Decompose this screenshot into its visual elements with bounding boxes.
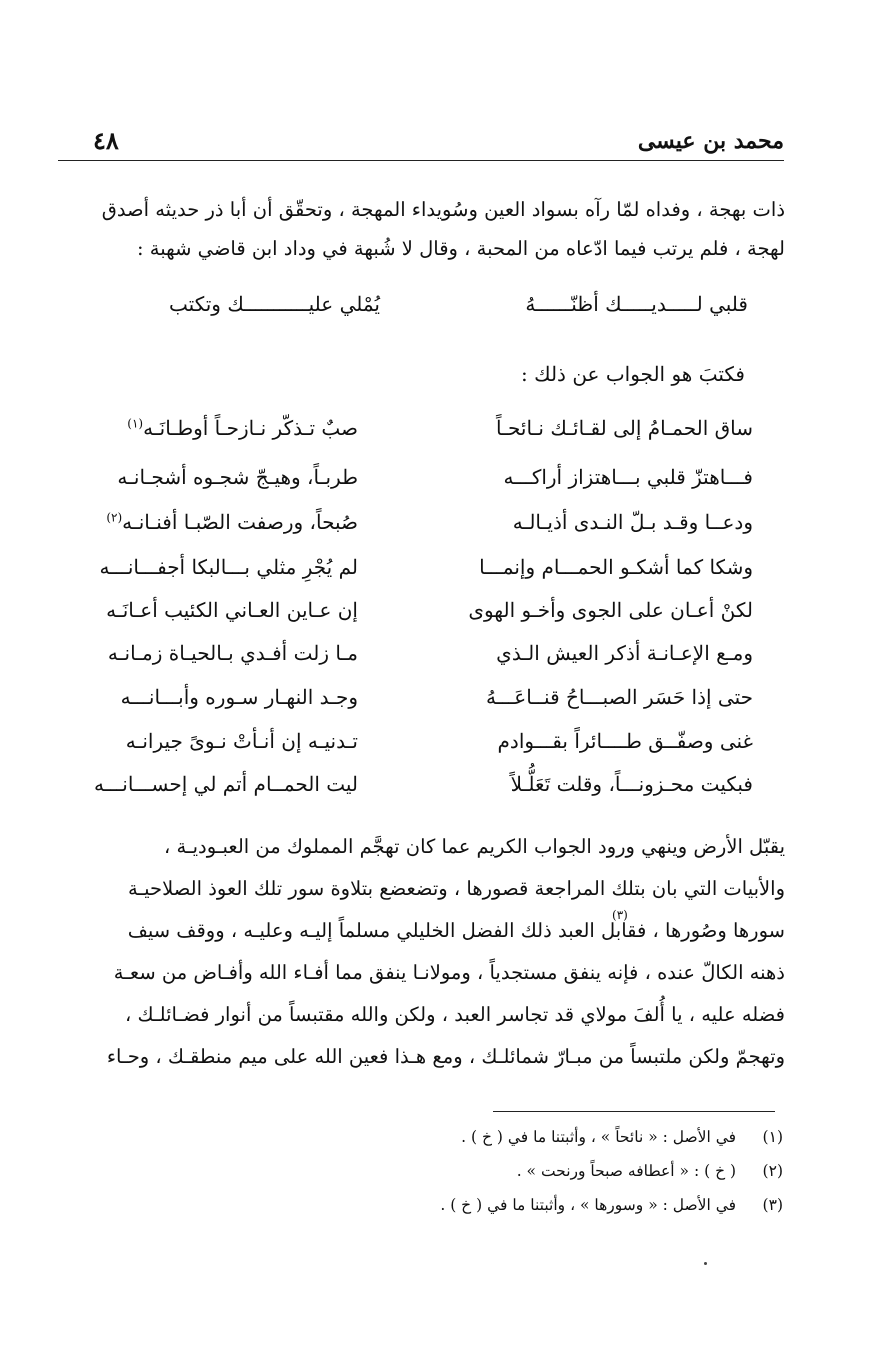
verse-first-hemistich: غنى وصفّــق طــــائراً بقـــوادم	[497, 729, 753, 753]
verse-first-hemistich: قلبي لـــــديـــــك أظنّــــــهُ	[525, 292, 748, 316]
page-header	[58, 120, 784, 161]
verse-first-hemistich: ودعــا وقـد بـلّ النـدى أذيـالـه	[512, 510, 753, 534]
verse-second-hemistich: تـدنيـه إن أنـأتْ نـوىً جيرانـه	[125, 729, 358, 753]
verse-first-hemistich: ساق الحمـامُ إلى لقـائـك نـائحـاً	[496, 416, 753, 440]
poem-verse	[93, 729, 753, 769]
verse-first-hemistich: فـــاهتزّ قلبي بـــاهتزاز أراكـــه	[503, 465, 753, 489]
verse-text: صبٌ تـذكّر نـازحـاً أوطـانَـه	[143, 416, 358, 440]
verse-second-hemistich: إن عـاين العـاني الكئيب أعـانَـه	[106, 598, 358, 622]
footnote-marker: (٢)	[106, 510, 123, 525]
text-line: ذات بهجة ، وفداه لمّا رآه بسواد العين وسُويداء المهجة ، وتحقّق أن أبا ذر حديثه أصدق	[101, 198, 785, 221]
running-head: محمد بن عيسى	[637, 128, 784, 154]
verse-second-hemistich	[106, 510, 358, 534]
text-line: يقبّل الأرض وينهي ورود الجواب الكريم عما كان تهجَّم المملوك من العبـوديـة ،	[163, 835, 785, 858]
footnote-text: في الأصل : « نائحاً » ، وأثبتنا ما في ( خ ) .	[461, 1128, 737, 1146]
intro-paragraph	[85, 190, 785, 268]
text-line: فضله عليه ، يا أُلفَ مولاي قد تجاسر العبد ، ولكن والله مقتبساً من أنوار فضـائلـك ،	[125, 1003, 785, 1026]
poem-verse	[93, 510, 753, 550]
footnote-text: ( خ ) : « أعطافه صبحاً ورنحت » .	[516, 1162, 737, 1180]
text-line: ذهنه الكالّ عنده ، فإنه ينفق مستجدياً ، ومولانـا ينفق مما أفـاء الله وأفـاض من سعـة	[113, 961, 785, 984]
verse-first-hemistich: لكنْ أعـان على الجوى وأخـو الهوى	[468, 598, 753, 622]
verse-second-hemistich: مـا زلت أفـدي بـالحيـاة زمـانـه	[107, 641, 358, 665]
footnote	[440, 1196, 783, 1224]
verse-first-hemistich: وشكا كما أشكـو الحمـــام وإنمـــا	[479, 555, 753, 579]
speck-mark	[704, 1262, 707, 1265]
poem-verse	[93, 772, 753, 812]
footnote-text: في الأصل : « وسورها » ، وأثبتنا ما في ( خ ) .	[440, 1196, 737, 1214]
verse-second-hemistich: طربـاً، وهيـجّ شجـوه أشجـانـه	[117, 465, 358, 489]
footnote-number: (٣)	[762, 1196, 783, 1214]
reply-intro: فكتبَ هو الجواب عن ذلك :	[521, 362, 745, 386]
verse-second-hemistich	[127, 416, 358, 440]
verse-second-hemistich: لم يُجْرِ مثلي بـــالبكا أجفـــانـــه	[99, 555, 358, 579]
body-paragraph	[90, 826, 785, 1078]
text-line: لهجة ، فلم يرتب فيما ادّعاه من المحبة ، وقال لا شُبهة في وداد ابن قاضي شهبة :	[136, 237, 785, 260]
footnote-marker: (١)	[127, 416, 144, 431]
footnote	[517, 1162, 783, 1190]
first-verse	[88, 292, 748, 332]
poem-verse	[93, 416, 753, 456]
poem-verse	[93, 685, 753, 725]
poem-verse	[93, 555, 753, 595]
verse-text: صُبحاً، ورصفت الصّبـا أفنـانـه	[122, 510, 358, 534]
page-number: ٤٨	[93, 126, 119, 155]
footnote-number: (١)	[762, 1128, 783, 1146]
book-page: محمد بن عيسى ٤٨ ذات بهجة ، وفداه لمّا رآه بسواد العين وسُويداء المهجة ، وتحقّق أن أبا ذر حديثه أصدق لهجة ، فلم يرتب فيما ادّعاه من المحبة ، وقال لا شُبهة في وداد ابن قاضي شهبة : قلبي لـــــديـــــك أظنّــــــهُ يُمْلي عليـــــــــــك وتكتب فكتبَ هو الجواب عن ذلك : ساق الحمـامُ إلى لقـائـك نـائحـاً صبٌ تـذكّر نـازحـاً أوطـانَـه$^{(١)}$ فـــاهتزّ قلبي بـــاهتزاز أراكـــه طربـاً، وهيـجّ شجـوه أشجـانـه ودعــا وقـد بـلّ النـدى أذيـالـه صُبحاً، ورصفت الصّبـا أفنـانـه$^{(٢)}$ وشكا كما أشكـو الحمـــام وإنمـــا لم يُجْرِ مثلي بـــالبكا أجفـــانـــه لكنْ أعـان على الجوى وأخـو الهوى إن عـاين العـاني الكئيب أعـانَـه ومـع الإعـانـة أذكر العيش الـذي مـا زلت أفـدي بـالحيـاة زمـانـه حتى إذا حَسَر الصبـــاحُ قنــاعَـــهُ وجـد النهـار سـوره وأبـــانـــه غنى وصفّــق طــــائراً بقـــوادم تـدنيـه إن أنـأتْ نـوىً جيرانـه فبكيت محـزونـــاً، وقلت تَعَلُّـلاً ليت الحمــام أتم لي إحســـانـــه يقبّل الأرض وينهي ورود الجواب الكريم عما كان تهجَّم المملوك من العبـوديـة ، والأبيات التي بان بتلك المراجعة قصورها ، وتضعضع بتلاوة سور تلك العوذ الصلاحيـة سورها وصُورها ، فقابل العبد ذلك الفضل الخليلي مسلماً إليـه وعليـه ، ووقف سيف ذهنه الكالّ عنده ، فإنه ينفق مستجدياً ، ومولانـا ينفق مما أفـاء الله وأفـاض من سعـة فضله عليه ، يا أُلفَ مولاي قد تجاسر العبد ، ولكن والله مقتبساً من أنوار فضـائلـك ، وتهجمّ ولكن ملتبساً من مبـارّ شمائلـك ، ومع هـذا فعين الله على ميم منطقـك ، وحـاء (٣) (١) في الأصل : « نائحاً » ، وأثبتنا ما في ( خ ) . (٢) ( خ ) : « أعطافه صبحاً ورنحت » . (٣) في الأصل : « وسورها » ، وأثبتنا ما في ( خ ) .	[0, 0, 873, 1371]
verse-first-hemistich: حتى إذا حَسَر الصبـــاحُ قنــاعَـــهُ	[485, 685, 753, 709]
text-line: سورها وصُورها ، فقابل العبد ذلك الفضل الخليلي مسلماً إليـه وعليـه ، ووقف سيف	[127, 919, 785, 942]
text-line: وتهجمّ ولكن ملتبساً من مبـارّ شمائلـك ، ومع هـذا فعين الله على ميم منطقـك ، وحـاء	[106, 1045, 785, 1068]
footnote-divider	[493, 1111, 775, 1112]
verse-second-hemistich: يُمْلي عليـــــــــــك وتكتب	[169, 292, 380, 316]
text-line: والأبيات التي بان بتلك المراجعة قصورها ، وتضعضع بتلاوة سور تلك العوذ الصلاحيـة	[127, 877, 785, 900]
verse-second-hemistich: ليت الحمــام أتم لي إحســـانـــه	[93, 772, 358, 796]
footnote-number: (٢)	[762, 1162, 783, 1180]
verse-first-hemistich: فبكيت محـزونـــاً، وقلت تَعَلُّـلاً	[510, 772, 753, 796]
poem-verse	[93, 641, 753, 681]
verse-second-hemistich: وجـد النهـار سـوره وأبـــانـــه	[120, 685, 358, 709]
footnote	[461, 1128, 783, 1156]
poem-verse	[93, 598, 753, 638]
verse-first-hemistich: ومـع الإعـانـة أذكر العيش الـذي	[496, 641, 753, 665]
poem-verse	[93, 465, 753, 505]
